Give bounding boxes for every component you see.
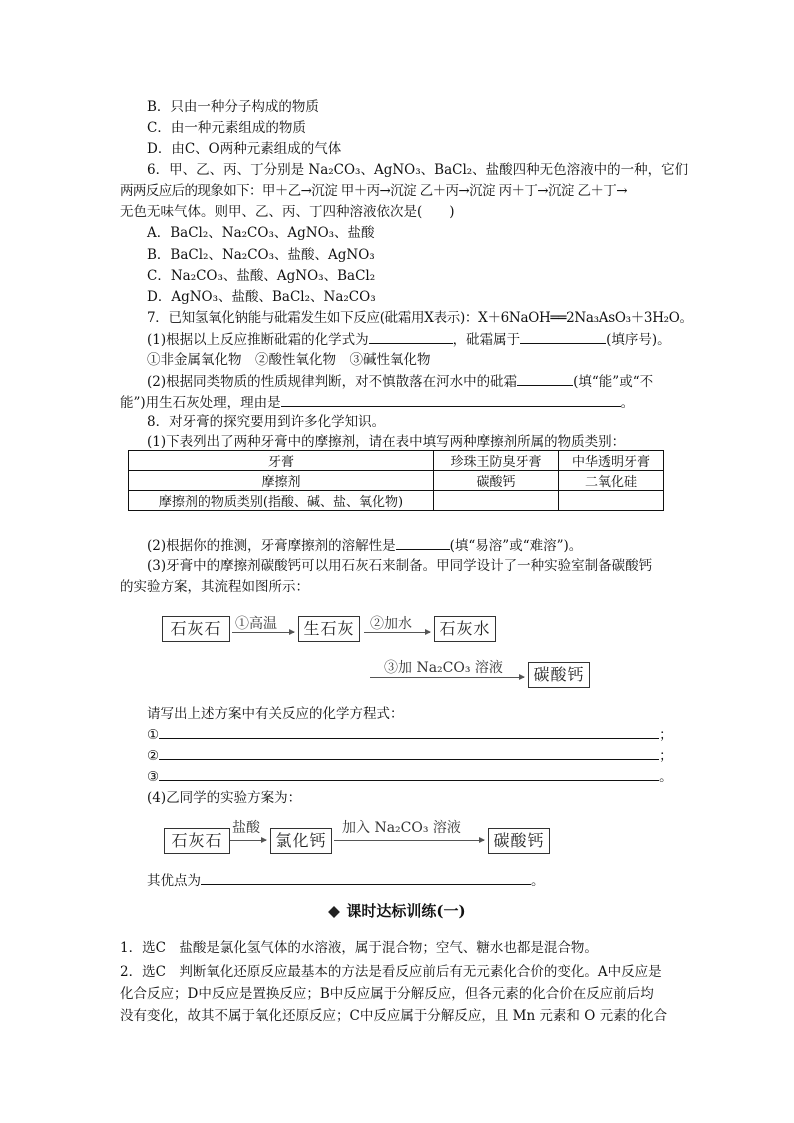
answer-1: 1．选C 盐酸是氯化氢气体的水溶液，属于混合物；空气、糖水也都是混合物。	[120, 940, 598, 956]
flow-label-high-temp: ①高温	[235, 616, 277, 632]
table-row	[129, 471, 664, 491]
answer-2-line3: 没有变化，故其不属于氧化还原反应；C中反应属于分解反应，且 Mn 元素和 O 元素的化合	[120, 1008, 668, 1024]
table-row	[129, 491, 664, 511]
option-c: C．由一种元素组成的物质	[147, 120, 306, 136]
section-header	[0, 900, 794, 921]
answer-2-line1: 2．选C 判断氧化还原反应最基本的方法是看反应前后有无元素化合价的变化。A中反应是	[120, 964, 662, 980]
flow-label-add-na2co3: ③加 Na₂CO₃ 溶液	[384, 660, 503, 676]
answer-2-line2: 化合反应；D中反应是置换反应；B中反应属于分解反应，但各元素的化合价在反应前后均	[120, 986, 654, 1002]
flow-box-calcium-carbonate: 碳酸钙	[528, 662, 590, 688]
arrow-bullet-icon	[328, 906, 340, 918]
q7-stem: 7．已知氢氧化钠能与砒霜发生如下反应(砒霜用X表示)：X＋6NaOH══2Na₃AsO₃＋3H₂O。	[147, 310, 693, 326]
flow2-box-limestone: 石灰石	[164, 828, 230, 854]
arrow-icon	[370, 677, 524, 678]
table-cell: 珍珠王防臭牙膏	[434, 451, 559, 471]
q6-option-d: D．AgNO₃、盐酸、BaCl₂、Na₂CO₃	[147, 289, 376, 305]
arrow-icon	[230, 840, 266, 841]
flow-box-limestone: 石灰石	[162, 616, 230, 642]
table-cell: 二氧化硅	[559, 471, 664, 491]
q8-stem: 8．对牙膏的探究要用到许多化学知识。	[147, 414, 386, 430]
q8-part3-cont: 的实验方案，其流程如图所示：	[120, 579, 309, 595]
flow-box-quicklime: 生石灰	[298, 616, 360, 642]
arrow-icon	[364, 632, 430, 633]
q8-part4: (4)乙同学的实验方案为：	[147, 790, 302, 806]
blank[interactable]	[281, 392, 621, 407]
flow2-box-calcium-chloride: 氯化钙	[270, 828, 332, 854]
answer-cell[interactable]	[434, 491, 559, 511]
flow-box-limewater: 石灰水	[434, 616, 496, 642]
table-row	[129, 451, 664, 471]
advantage-line: 其优点为 。	[147, 870, 545, 891]
blank[interactable]	[159, 766, 659, 781]
q6-line1: 6．甲、乙、丙、丁分别是 Na₂CO₃、AgNO₃、BaCl₂、盐酸四种无色溶液中的一种，它们	[147, 162, 689, 178]
blank[interactable]	[369, 329, 453, 344]
blank[interactable]	[517, 371, 573, 386]
q6-option-b: B．BaCl₂、Na₂CO₃、盐酸、AgNO₃	[147, 247, 375, 263]
equation-line-1: ① ；	[147, 724, 673, 745]
table-cell: 摩擦剂	[129, 471, 434, 491]
blank[interactable]	[159, 745, 659, 760]
table-cell: 碳酸钙	[434, 471, 559, 491]
q6-option-c: C．Na₂CO₃、盐酸、AgNO₃、BaCl₂	[147, 268, 376, 284]
q6-option-a: A．BaCl₂、Na₂CO₃、AgNO₃、盐酸	[147, 225, 375, 241]
arrow-icon	[334, 840, 484, 841]
equation-line-2: ② ；	[147, 745, 673, 766]
arrow-icon	[232, 632, 294, 633]
blank[interactable]	[159, 724, 659, 739]
q7-part1: (1)根据以上反应推断砒霜的化学式为 ，砒霜属于 (填序号)。	[147, 329, 671, 350]
q7-part2-cont: 能”)用生石灰处理，理由是 。	[120, 392, 634, 413]
abrasive-table	[128, 450, 664, 511]
option-b: B．只由一种分子构成的物质	[147, 99, 319, 115]
blank[interactable]	[201, 870, 531, 885]
q6-line3: 无色无味气体。则甲、乙、丙、丁四种溶液依次是( )	[120, 204, 455, 220]
table-cell: 牙膏	[129, 451, 434, 471]
flow2-label-add-na2co3: 加入 Na₂CO₃ 溶液	[342, 820, 461, 836]
equation-line-3: ③ 。	[147, 766, 673, 787]
q7-part2: (2)根据同类物质的性质规律判断，对不慎散落在河水中的砒霜 (填“能”或“不	[147, 371, 653, 392]
table-cell: 摩擦剂的物质类别(指酸、碱、盐、氧化物)	[129, 491, 434, 511]
flow2-label-hcl: 盐酸	[232, 820, 260, 836]
blank[interactable]	[396, 535, 450, 550]
q6-line2: 两两反应后的现象如下：甲＋乙→沉淀 甲＋丙→沉淀 乙＋丙→沉淀 丙＋丁→沉淀 乙＋丁→	[120, 183, 627, 199]
flow-label-add-water: ②加水	[370, 616, 412, 632]
q8-part3: (3)牙膏中的摩擦剂碳酸钙可以用石灰石来制备。甲同学设计了一种实验室制备碳酸钙	[147, 558, 653, 574]
section-title: 课时达标训练(一)	[346, 902, 466, 920]
q8-part2: (2)根据你的推测，牙膏摩擦剂的溶解性是 (填“易溶”或“难溶”)。	[147, 535, 582, 556]
table-cell: 中华透明牙膏	[559, 451, 664, 471]
blank[interactable]	[520, 329, 606, 344]
q8-part1: (1)下表列出了两种牙膏中的摩擦剂，请在表中填写两种摩擦剂所属的物质类别：	[147, 434, 626, 450]
flow2-box-calcium-carbonate: 碳酸钙	[488, 828, 550, 854]
option-d: D．由C、O两种元素组成的气体	[147, 141, 342, 157]
q7-options: ①非金属氧化物 ②酸性氧化物 ③碱性氧化物	[147, 352, 431, 368]
equation-prompt: 请写出上述方案中有关反应的化学方程式：	[147, 706, 404, 722]
answer-cell[interactable]	[559, 491, 664, 511]
